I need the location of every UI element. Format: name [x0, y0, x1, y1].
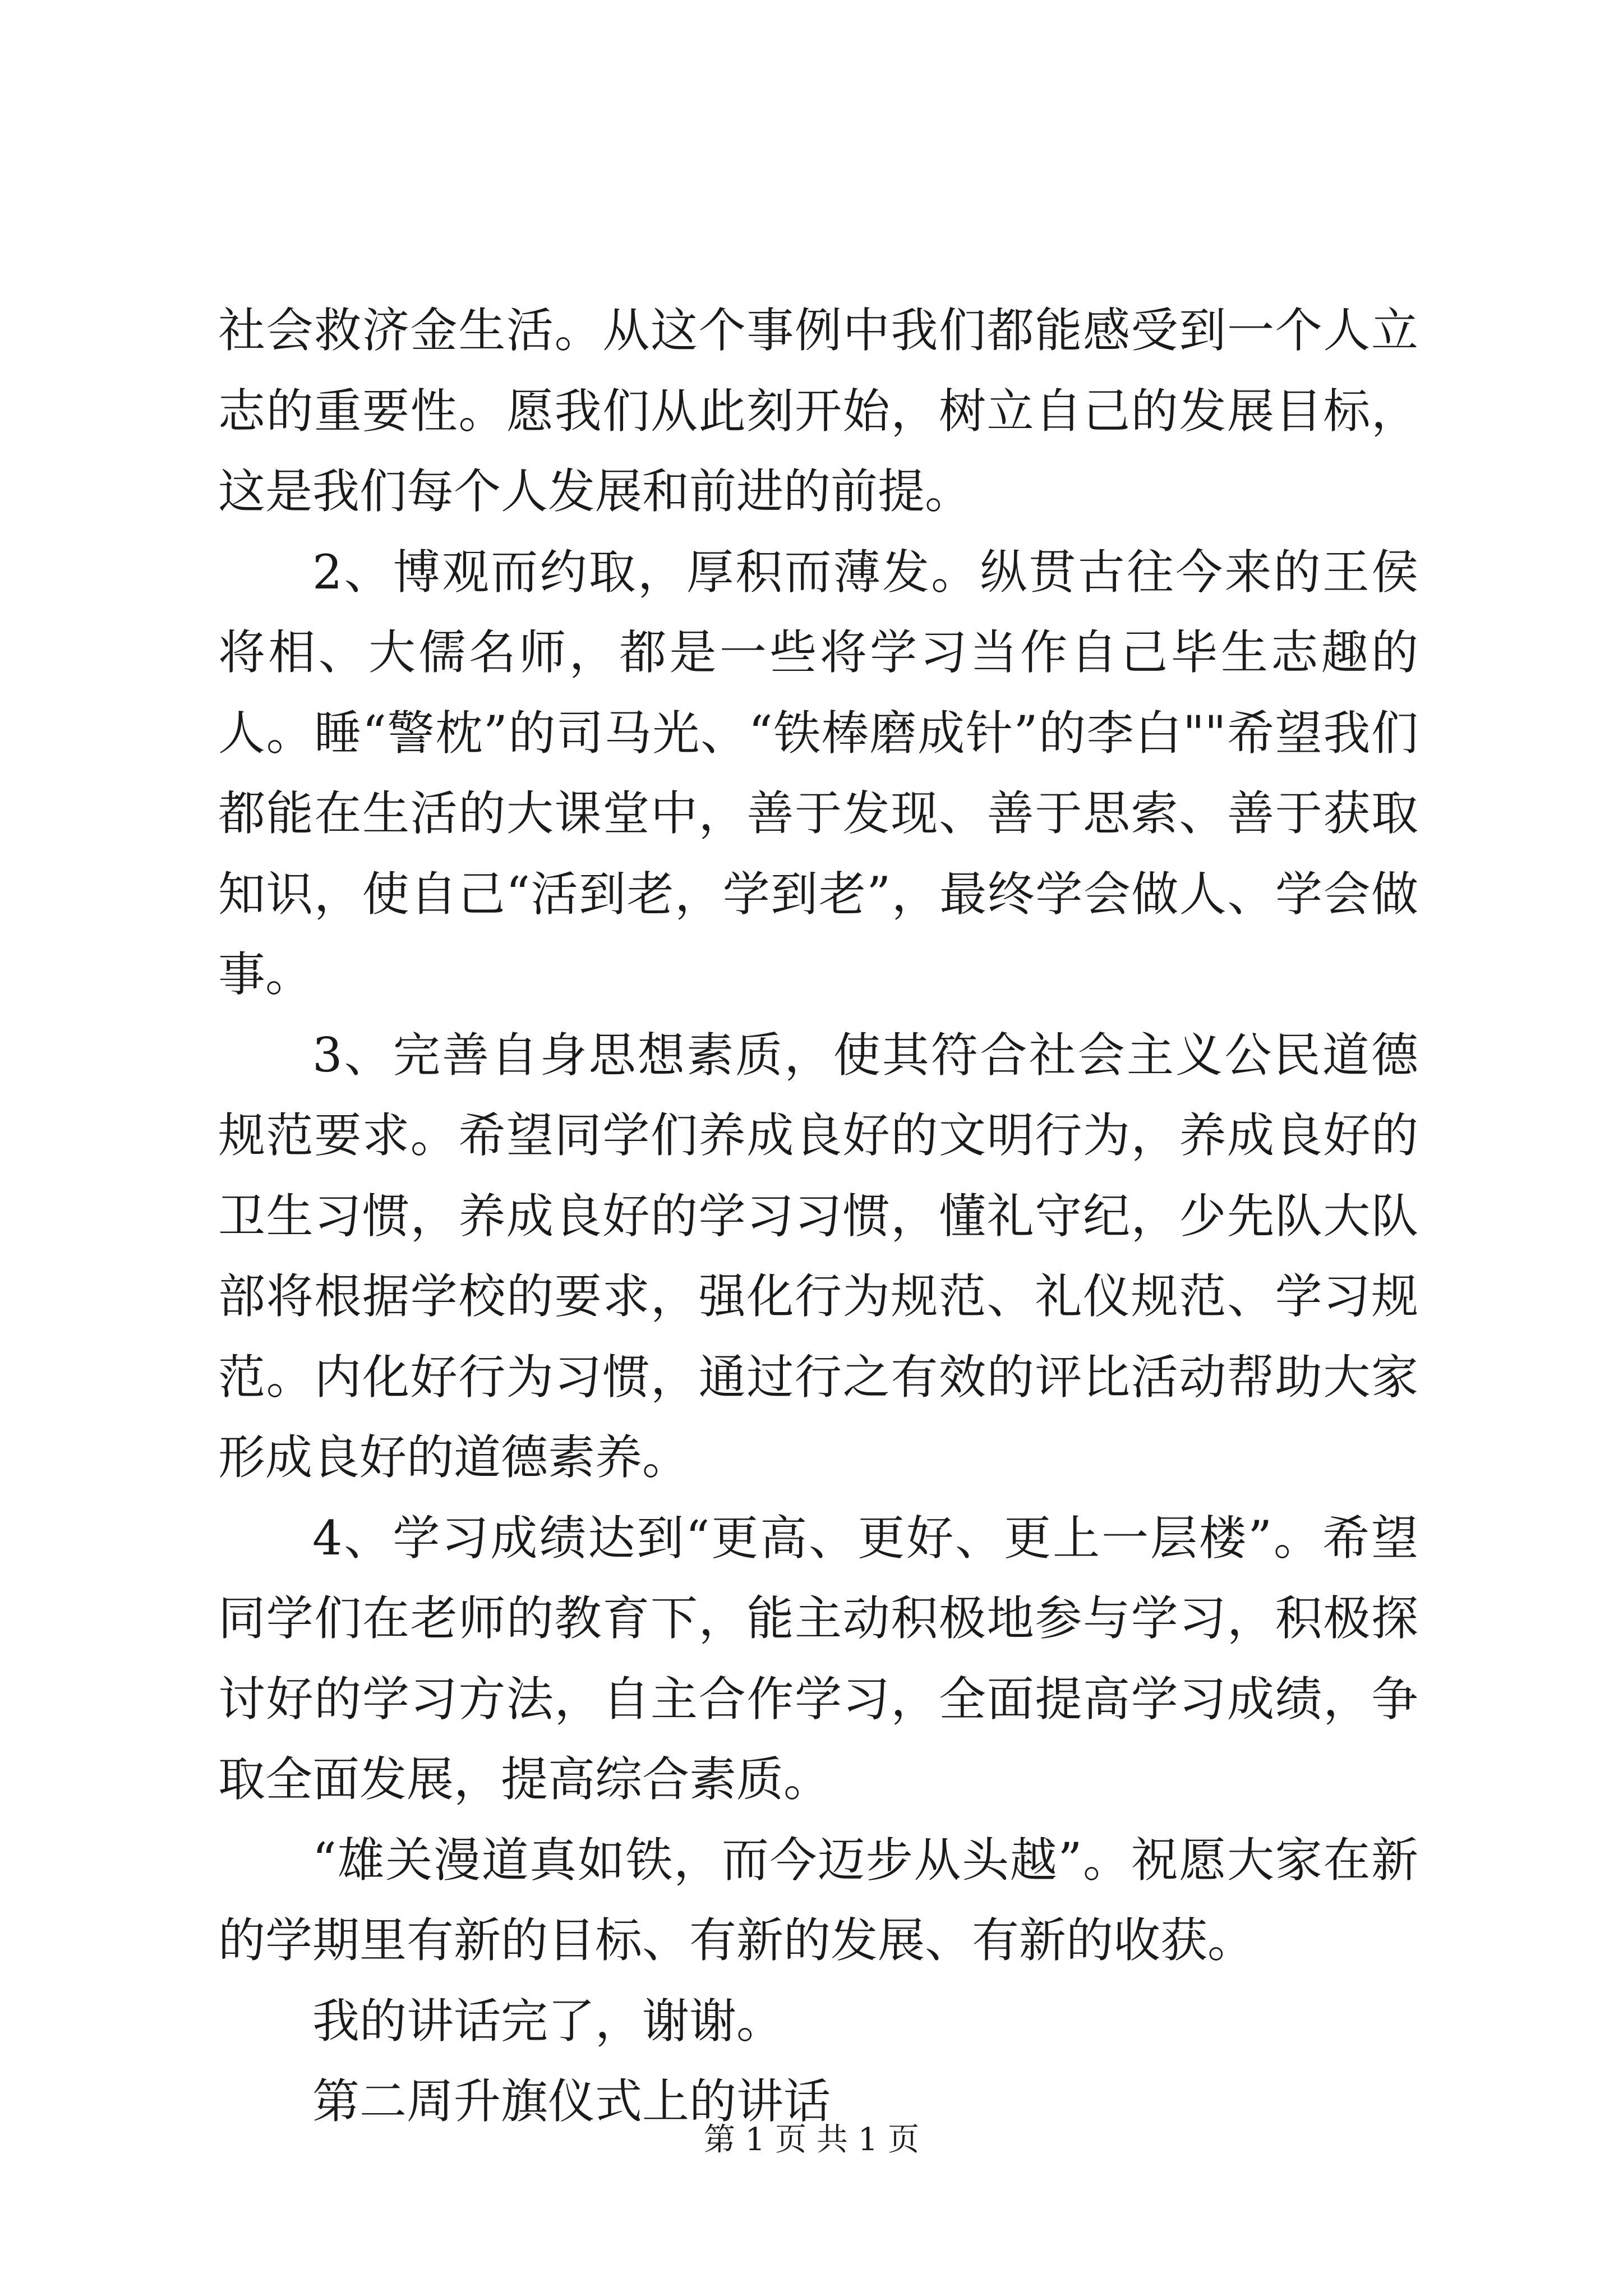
paragraph-7: 第二周升旗仪式上的讲话 — [312, 2074, 831, 2129]
page-footer: 第 1 页 共 1 页 — [703, 2122, 920, 2158]
paragraph-6: 我的讲话完了，谢谢。 — [312, 1993, 784, 2049]
paragraph-1: 社会救济金生活。从这个事例中我们都能感受到一个人立志的重要性。愿我们从此刻开始，树立自己的发展目标，这是我们每个人发展和前进的前提。 — [218, 303, 1418, 519]
document-body — [218, 291, 1418, 2142]
paragraph-4: 4、学习成绩达到“更高、更好、更上一层楼”。希望同学们在老师的教育下，能主动积极地参与学习，积极探讨好的学习方法，自主合作学习，全面提高学习成绩，争取全面发展，提高综合素质。 — [218, 1510, 1418, 1807]
paragraph-2: 2、博观而约取，厚积而薄发。纵贯古往今来的王侯将相、大儒名师，都是一些将学习当作自己毕生志趣的人。睡“警枕”的司马光、“铁棒磨成针”的李白""希望我们都能在生活的大课堂中，善于发现、善于思索、善于获取知识，使自己“活到老，学到老”，最终学会做人、学会做事。 — [218, 544, 1418, 1002]
paragraph-5: “雄关漫道真如铁，而今迈步从头越”。祝愿大家在新的学期里有新的目标、有新的发展、有新的收获。 — [218, 1832, 1418, 1968]
paragraph-3: 3、完善自身思想素质，使其符合社会主义公民道德规范要求。希望同学们养成良好的文明行为，养成良好的卫生习惯，养成良好的学习习惯，懂礼守纪，少先队大队部将根据学校的要求，强化行为规范、礼仪规范、学习规范。内化好行为习惯，通过行之有效的评比活动帮助大家形成良好的道德素养。 — [218, 1027, 1418, 1485]
